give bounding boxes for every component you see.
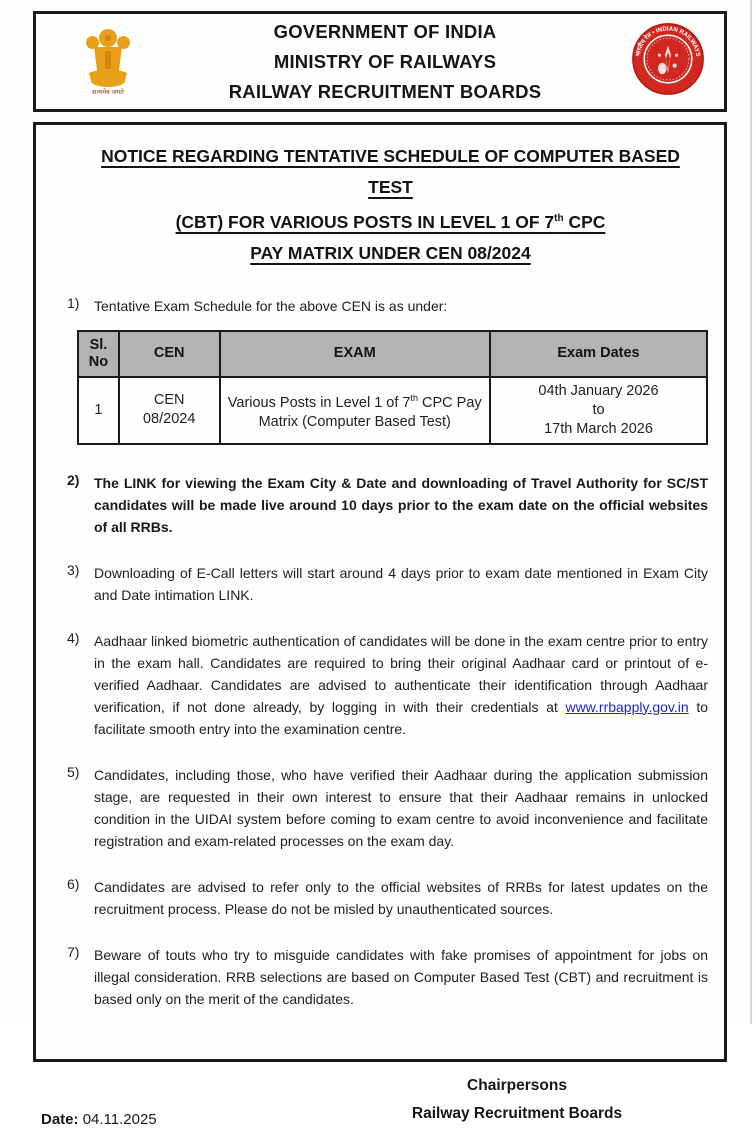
cell-sl-no: 1 xyxy=(78,377,119,444)
table-row xyxy=(78,377,707,444)
col-header-sl-no: Sl. No xyxy=(78,331,119,377)
cell-cen: CEN 08/2024 xyxy=(119,377,220,444)
item-text: Beware of touts who try to misguide candidates with fake promises of appointment for jobs on illegal consideration. RRB selections are based on Computer Based Test (CBT) and recruitment is based only on the merit of the candidates. xyxy=(94,946,708,1007)
header-line-ministry: MINISTRY OF RAILWAYS xyxy=(273,50,497,72)
notice-title-line1: NOTICE REGARDING TENTATIVE SCHEDULE OF COMPUTER BASED TEST xyxy=(101,146,680,197)
document-header xyxy=(33,11,727,112)
cell-exam-dates: 04th January 2026 to 17th March 2026 xyxy=(490,377,707,444)
emblem-caption: सत्यमेव जयते xyxy=(92,88,124,96)
date-label: Date: xyxy=(41,1110,79,1128)
list-item-7 xyxy=(67,944,710,1010)
list-item-5 xyxy=(67,764,710,852)
item-number: 7) xyxy=(67,943,80,960)
notice-title-line2: (CBT) FOR VARIOUS POSTS IN LEVEL 1 OF 7th CPC xyxy=(175,211,606,232)
header-line-rrb: RAILWAY RECRUITMENT BOARDS xyxy=(228,80,542,102)
item-text: Candidates are advised to refer only to the official websites of RRBs for latest updates on the recruitment process. Please do not be misled by unauthenticated sources. xyxy=(94,878,708,917)
date-line xyxy=(41,1111,157,1128)
india-emblem-logo xyxy=(76,27,140,97)
table-header-row xyxy=(78,331,707,377)
notice-body xyxy=(33,122,727,1128)
col-header-exam: EXAM xyxy=(220,331,490,377)
header-line-government: GOVERNMENT OF INDIA xyxy=(273,20,497,42)
item-number: 6) xyxy=(67,875,80,892)
item-text: The LINK for viewing the Exam City & Date and downloading of Travel Authority for SC/ST candidates will be made live around 10 days prior to the exam date on the official websites of all RRBs. xyxy=(94,474,708,535)
item-text: Candidates, including those, who have verified their Aadhaar during the application submission stage, are requested in their own interest to ensure that their Aadhaar remains in unlocked condition in the UIDAI system before coming to exam centre to avoid inconvenience and facilitate registration and exam-related processes on the exam day. xyxy=(94,766,708,849)
ashoka-emblem-icon xyxy=(81,27,135,89)
list-item-2 xyxy=(67,472,710,538)
exam-schedule-table xyxy=(77,330,708,445)
indian-railways-logo xyxy=(630,21,710,102)
signature-org: Railway Recruitment Boards xyxy=(411,1104,623,1122)
signature-block xyxy=(362,1072,672,1128)
col-header-cen: CEN xyxy=(119,331,220,377)
list-item-4 xyxy=(67,630,710,740)
rrbapply-link[interactable]: www.rrbapply.gov.in xyxy=(565,698,689,715)
date-value: 04.11.2025 xyxy=(82,1110,157,1128)
item-number: 2) xyxy=(67,471,80,488)
item-number: 1) xyxy=(67,294,80,311)
item-text: Downloading of E-Call letters will start around 4 days prior to exam date mentioned in Exam City and Date intimation LINK. xyxy=(94,564,708,603)
header-org-titles xyxy=(140,17,630,107)
signature-title: Chairpersons xyxy=(467,1076,567,1094)
item-text: Aadhaar linked biometric authentication of candidates will be done in the exam centre prior to entry in the exam hall. Candidates are required to bring their original Aadhaar card or printout of e-verified Aadhaar. Candidates are advised to authenticate their identification through Aadhaar verification, if not done already, by logging in with their credentials at www.rrbapply.gov.in to facilitate smooth entry into the examination centre. xyxy=(94,632,708,737)
list-item-3 xyxy=(67,562,710,606)
list-item-6 xyxy=(67,876,710,920)
notice-content xyxy=(41,294,710,1128)
list-item-1 xyxy=(67,295,710,317)
notice-title-line3: PAY MATRIX UNDER CEN 08/2024 xyxy=(250,242,531,263)
item-number: 4) xyxy=(67,629,80,646)
scan-artifact-edge xyxy=(750,0,752,1024)
indian-railways-seal-icon xyxy=(630,21,706,97)
notice-title xyxy=(89,141,692,269)
schedule-intro: Tentative Exam Schedule for the above CEN is as under: xyxy=(94,297,448,314)
col-header-exam-dates: Exam Dates xyxy=(490,331,707,377)
item-number: 3) xyxy=(67,561,80,578)
cell-exam: Various Posts in Level 1 of 7th CPC Pay Matrix (Computer Based Test) xyxy=(220,377,490,444)
document-footer xyxy=(41,1072,710,1128)
item-number: 5) xyxy=(67,763,80,780)
svg-text:भारतीय रेल • INDIAN RAILWAYS: भारतीय रेल • INDIAN RAILWAYS xyxy=(634,25,702,58)
